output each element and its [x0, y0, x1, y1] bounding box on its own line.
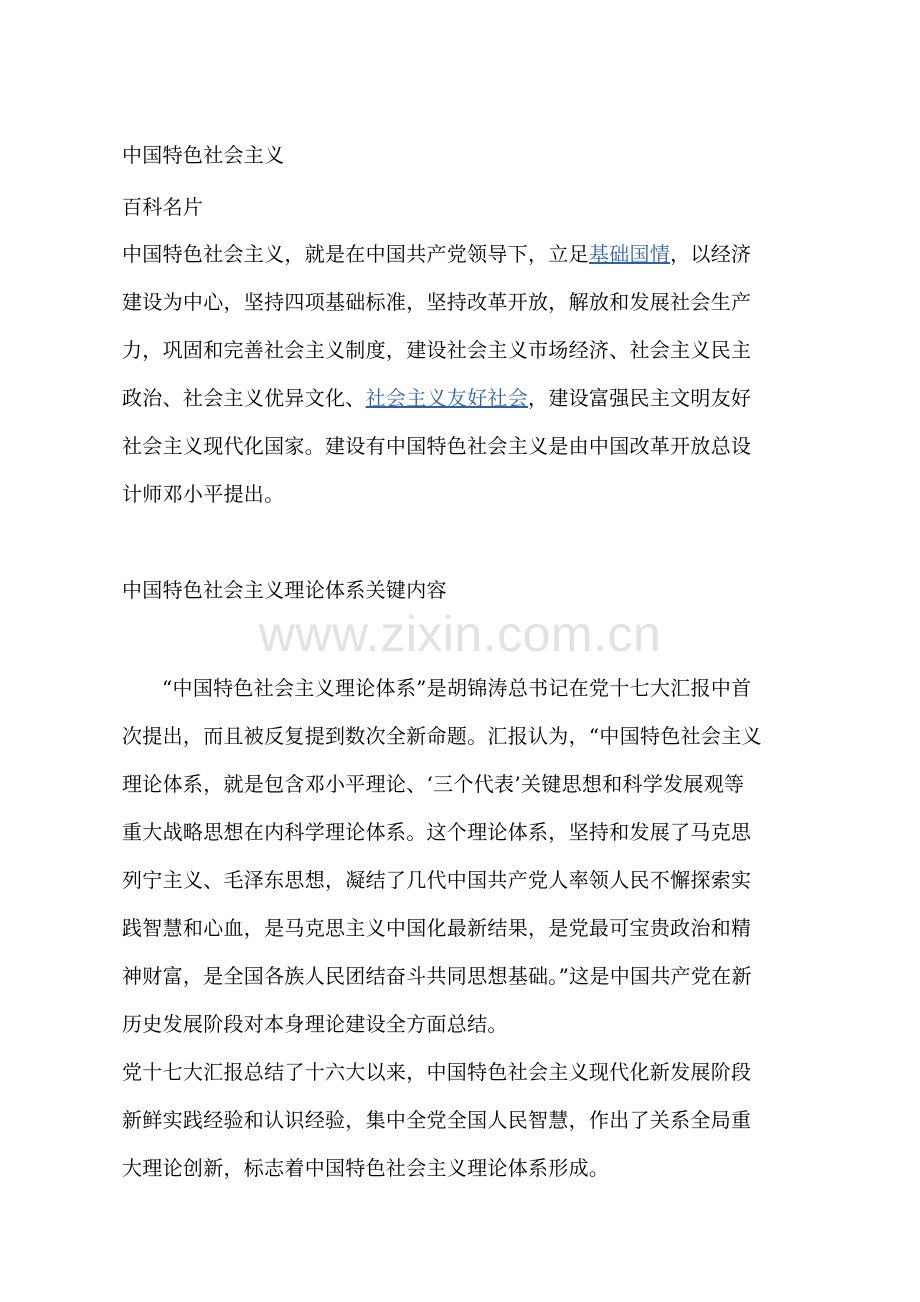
intro-line-5: 社会主义现代化国家。建设有中国特色社会主义是由中国改革开放总设: [122, 434, 752, 458]
para1-line-4: 重大战略思想在内科学理论体系。这个理论体系，坚持和发展了马克思: [122, 820, 752, 844]
para2-line-3: 大理论创新，标志着中国特色社会主义理论体系形成。: [122, 1156, 610, 1180]
intro-line-1: [122, 242, 802, 266]
document-subtitle: 百科名片: [122, 195, 204, 219]
intro-line-6: 计师邓小平提出。: [122, 482, 285, 506]
intro-text: ，建设富强民主文明友好: [528, 386, 752, 410]
intro-text: 政治、社会主义优异文化、: [122, 386, 366, 410]
para1-line-6: 践智慧和心血，是马克思主义中国化最新结果，是党最可宝贵政治和精: [122, 916, 752, 940]
intro-text: ，以经济: [670, 242, 752, 266]
watermark: www.zixin.com.cn: [258, 606, 662, 662]
intro-line-3: 力，巩固和完善社会主义制度，建设社会主义市场经济、社会主义民主: [122, 338, 752, 362]
section-heading: 中国特色社会主义理论体系关键内容: [122, 578, 447, 602]
para1-line-8: 历史发展阶段对本身理论建设全方面总结。: [122, 1012, 508, 1036]
intro-line-2: 建设为中心，坚持四项基础标准，坚持改革开放，解放和发展社会生产: [122, 290, 752, 314]
para1-line-7: 神财富，是全国各族人民团结奋斗共同思想基础。”这是中国共产党在新: [122, 964, 752, 988]
para2-line-1: 党十七大汇报总结了十六大以来，中国特色社会主义现代化新发展阶段: [122, 1060, 752, 1084]
para1-line-2: 次提出，而且被反复提到数次全新命题。汇报认为，“中国特色社会主义: [122, 724, 762, 748]
document-title: 中国特色社会主义: [122, 143, 285, 167]
para1-line-3: 理论体系，就是包含邓小平理论、‘三个代表’关键思想和科学发展观等: [122, 772, 745, 796]
link-harmonious-society[interactable]: 社会主义友好社会: [365, 386, 529, 410]
para1-line-5: 列宁主义、毛泽东思想，凝结了几代中国共产党人率领人民不懈探索实: [122, 868, 752, 892]
intro-line-4: [122, 386, 802, 410]
para2-line-2: 新鲜实践经验和认识经验，集中全党全国人民智慧，作出了关系全局重: [122, 1108, 752, 1132]
link-basic-national-conditions[interactable]: 基础国情: [588, 242, 671, 266]
intro-text: 中国特色社会主义，就是在中国共产党领导下，立足: [122, 242, 589, 266]
para1-line-1: “中国特色社会主义理论体系”是胡锦涛总书记在党十七大汇报中首: [162, 676, 752, 700]
